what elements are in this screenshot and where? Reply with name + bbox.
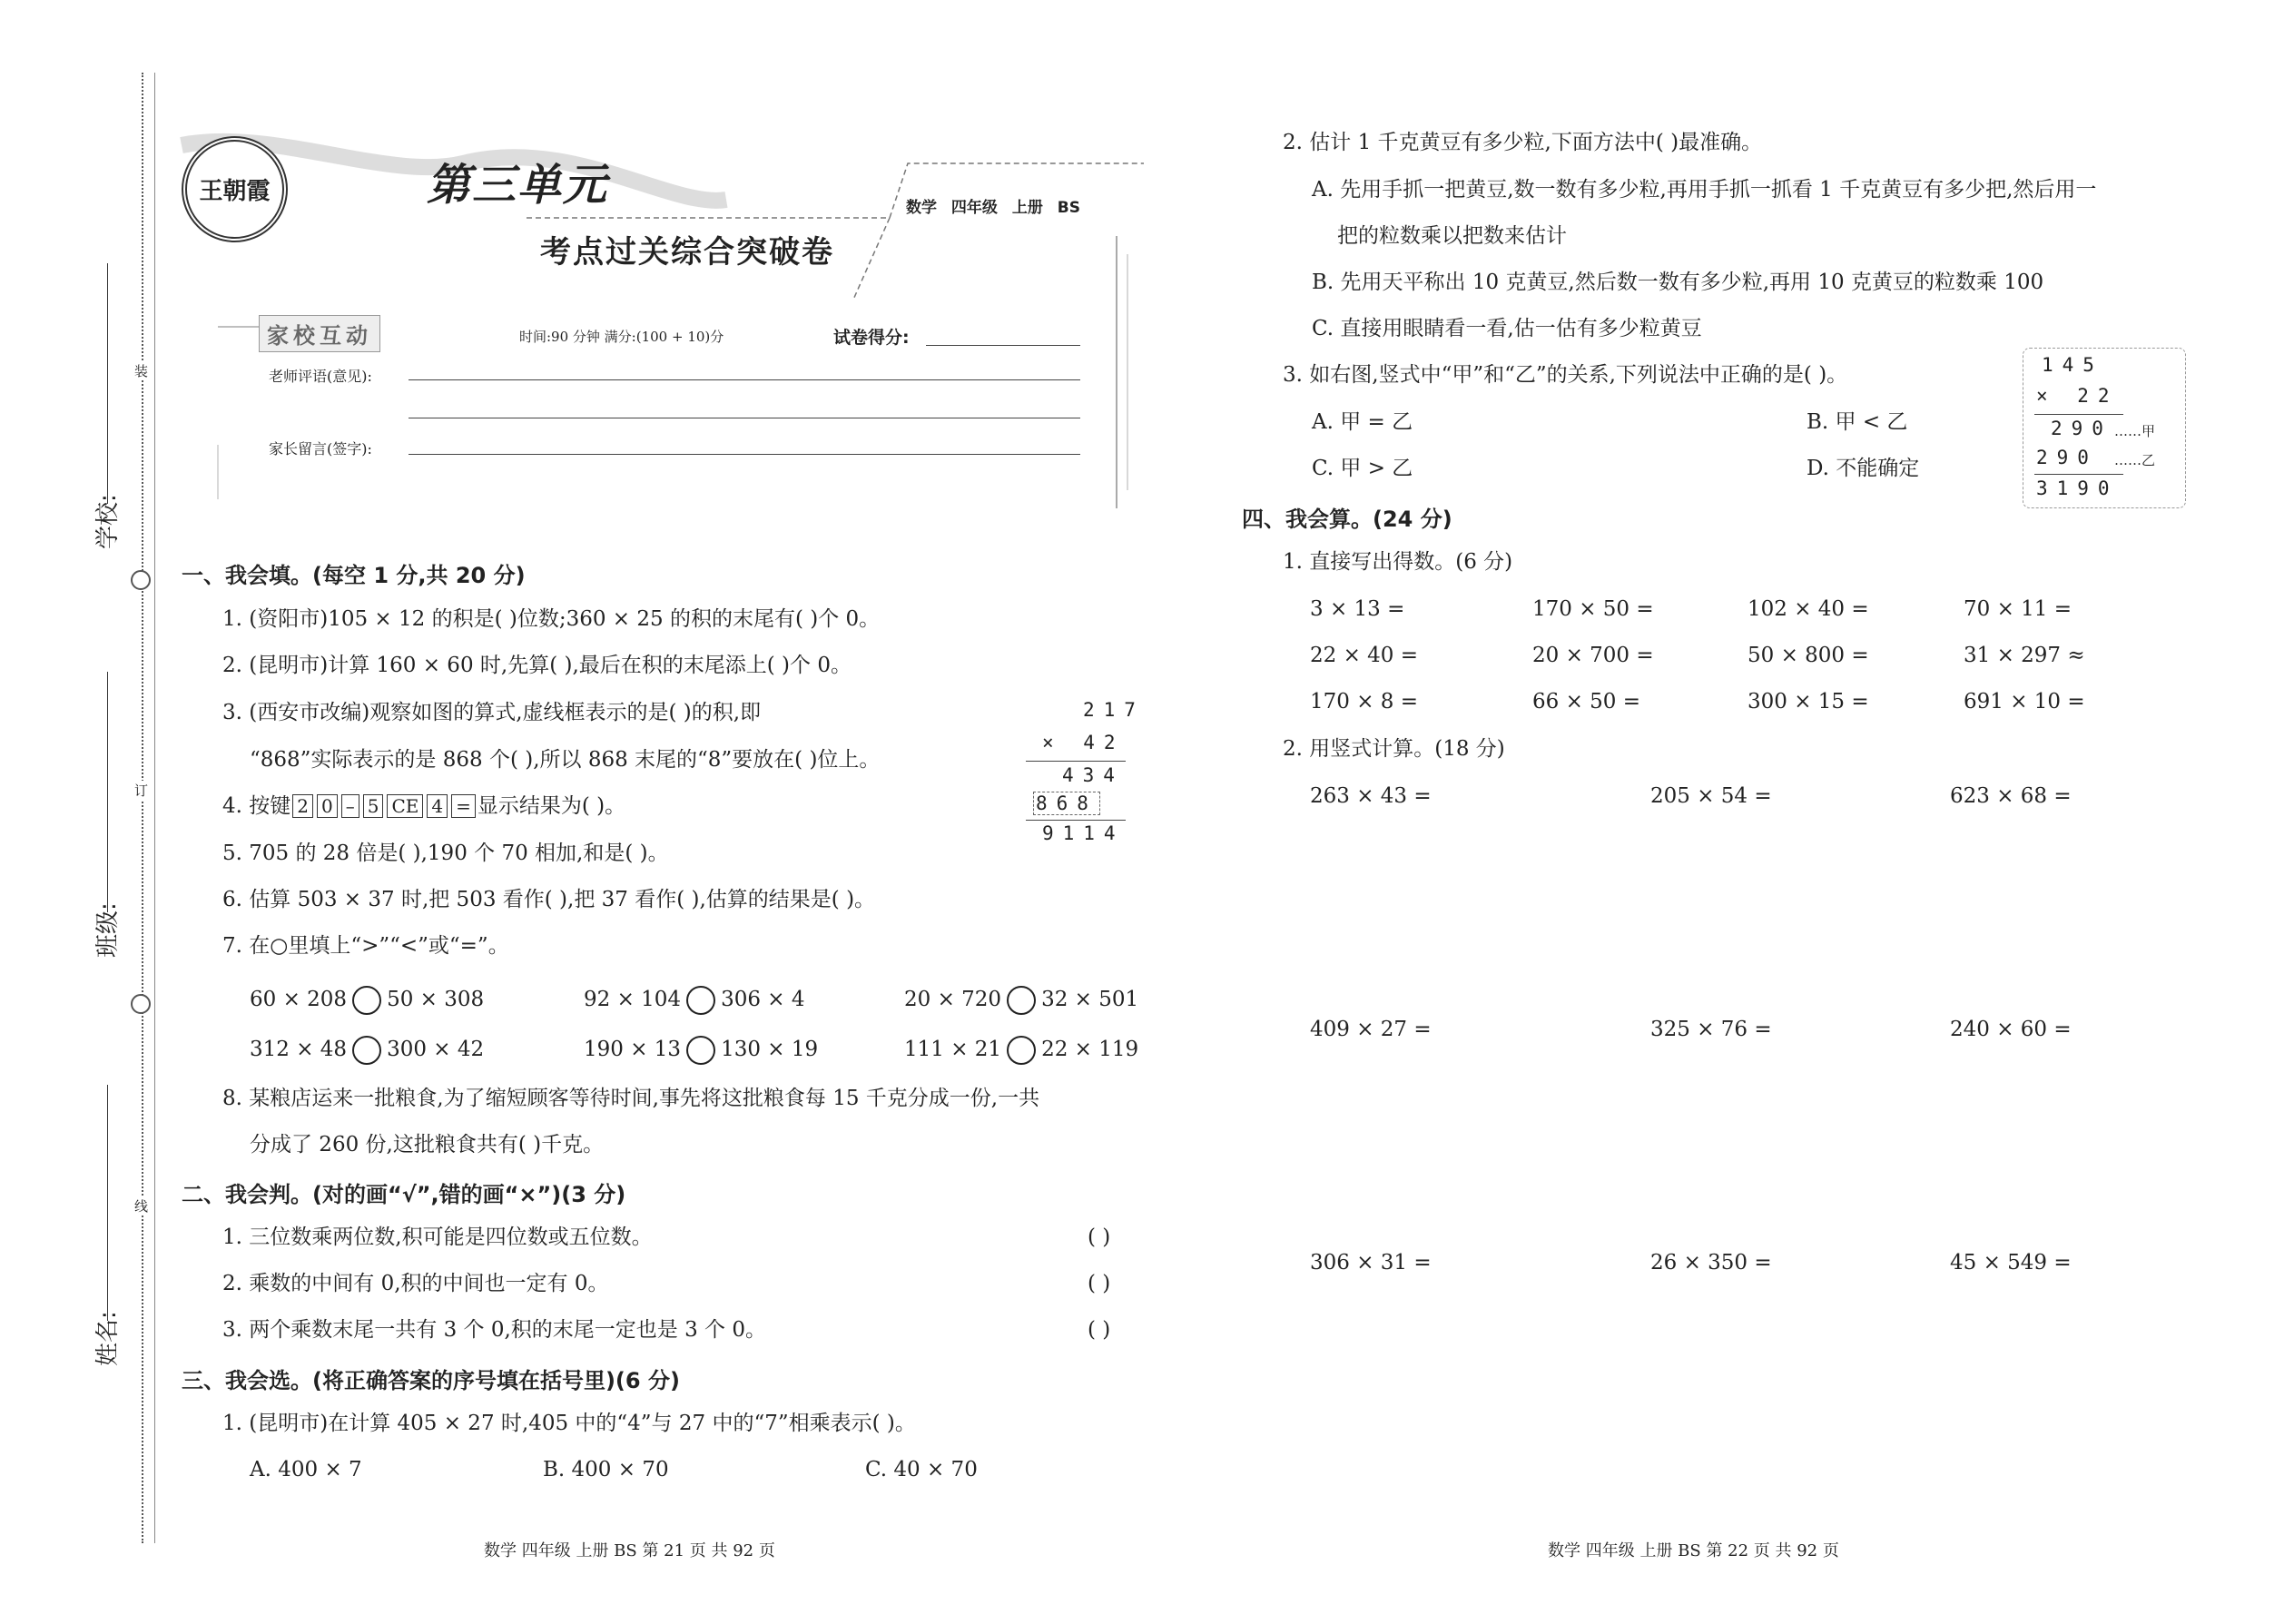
direct-calc-6: 20 × 700 =: [1532, 644, 1654, 667]
vertical-calc-5: 325 × 76 =: [1650, 1018, 1772, 1041]
calc2-row-1: 145: [2042, 354, 2103, 376]
s1-q8-line2: 分成了 260 份,这批粮食共有( )千克。: [250, 1133, 605, 1156]
calc2-row-4-tag: ……乙: [2114, 452, 2156, 468]
class-underline: [107, 672, 108, 912]
s3-q2-opt-b: B. 先用天平称出 10 克黄豆,然后数一数有多少粒,再用 10 克黄豆的粒数乘 100: [1312, 271, 2044, 294]
calc-row-4-dashed-box: 868: [1033, 792, 1100, 815]
key-ce: CE: [387, 794, 423, 818]
seal-char-1: 装: [134, 363, 149, 379]
class-label: 班级:: [94, 902, 122, 958]
s3-q2-opt-a2: 把的粒数乘以把数来估计: [1337, 224, 1567, 248]
judge-bracket-2[interactable]: ( ): [1088, 1272, 1111, 1295]
calc-row-1: 217: [1083, 699, 1145, 721]
calc2-row-3-tag: ……甲: [2114, 423, 2156, 439]
direct-calc-5: 22 × 40 =: [1310, 644, 1419, 667]
vertical-calc-2: 205 × 54 =: [1650, 784, 1772, 808]
s4-sub2: 2. 用竖式计算。(18 分): [1283, 737, 1505, 761]
key-2: 2: [292, 794, 313, 818]
name-label: 姓名:: [94, 1311, 122, 1366]
s1-q6: 6. 估算 503 × 37 时,把 503 看作( ),把 37 看作( ),估算的结果是( )。: [222, 888, 876, 911]
home-school-badge: 家校互动: [259, 315, 380, 352]
parent-comment-label: 家长留言(签字):: [269, 440, 372, 458]
compare-item-3: 20 × 720 32 × 501: [904, 986, 1138, 1015]
calc-row-2: × 42: [1042, 732, 1125, 753]
compare-item-2: 92 × 104 306 × 4: [584, 986, 805, 1015]
q3-calc-box: [2023, 348, 2186, 508]
s3-q3-opt-c: C. 甲 > 乙: [1312, 457, 1413, 480]
s1-q1: 1. (资阳市)105 × 12 的积是( )位数;360 × 25 的积的末尾有( )个 0。: [222, 607, 881, 631]
s1-q3-line2: “868”实际表示的是 868 个( ),所以 868 末尾的“8”要放在( )位上。: [250, 748, 881, 772]
q4-prefix: 4. 按键: [222, 794, 291, 818]
compare-circle[interactable]: [352, 986, 381, 1015]
section3-title: 三、我会选。(将正确答案的序号填在括号里)(6 分): [182, 1368, 680, 1393]
judge-item-2: 2. 乘数的中间有 0,积的中间也一定有 0。: [222, 1272, 609, 1295]
compare-circle[interactable]: [686, 1036, 715, 1065]
calc-row-5: 9114: [1042, 822, 1125, 844]
key-equals: =: [451, 794, 476, 818]
paper-title: 考点过关综合突破卷: [540, 234, 834, 271]
subject-badge: 数学 四年级 上册 BS: [906, 199, 1080, 217]
s1-q3-line1: 3. (西安市改编)观察如图的算式,虚线框表示的是( )的积,即: [222, 701, 762, 724]
key-minus: –: [341, 794, 359, 818]
direct-calc-11: 300 × 15 =: [1748, 690, 1869, 714]
q4-suffix: 显示结果为( )。: [477, 794, 626, 818]
teacher-line-1: [409, 379, 1080, 380]
s3-q3: 3. 如右图,竖式中“甲”和“乙”的关系,下列说法中正确的是( )。: [1283, 363, 1848, 387]
section4-title: 四、我会算。(24 分): [1242, 507, 1452, 532]
binding-hole-2: [131, 994, 151, 1014]
s3-q2: 2. 估计 1 千克黄豆有多少粒,下面方法中( )最准确。: [1283, 131, 1763, 154]
direct-calc-10: 66 × 50 =: [1532, 690, 1641, 714]
direct-calc-1: 3 × 13 =: [1310, 597, 1405, 621]
binding-solid-line: [154, 73, 155, 1543]
s1-q4: [222, 792, 625, 820]
calc2-line-2: [2034, 474, 2123, 475]
vertical-calc-6: 240 × 60 =: [1950, 1018, 2072, 1041]
s3-q1-opt-a: A. 400 × 7: [250, 1458, 362, 1481]
section1-title: 一、我会填。(每空 1 分,共 20 分): [182, 563, 526, 588]
s3-q1-opt-b: B. 400 × 70: [543, 1458, 669, 1481]
compare-item-5: 190 × 13 130 × 19: [584, 1036, 818, 1065]
direct-calc-9: 170 × 8 =: [1310, 690, 1419, 714]
s3-q1-opt-c: C. 40 × 70: [865, 1458, 978, 1481]
logo-text: 王朝霞: [199, 178, 271, 205]
direct-calc-8: 31 × 297 ≈: [1964, 644, 2085, 667]
score-line: [926, 345, 1080, 346]
vertical-calc-8: 26 × 350 =: [1650, 1251, 1772, 1275]
s1-q8-line1: 8. 某粮店运来一批粮食,为了缩短顾客等待时间,事先将这批粮食每 15 千克分成一份,一共: [222, 1087, 1040, 1110]
seal-char-3: 线: [134, 1198, 149, 1215]
judge-item-3: 3. 两个乘数末尾一共有 3 个 0,积的末尾一定也是 3 个 0。: [222, 1318, 766, 1342]
binding-dotted-line: [142, 73, 143, 1543]
school-label: 学校:: [94, 494, 122, 549]
vertical-calc-3: 623 × 68 =: [1950, 784, 2072, 808]
s1-q7: 7. 在○里填上“>”“<”或“=”。: [222, 934, 509, 958]
s1-q2: 2. (昆明市)计算 160 × 60 时,先算( ),最后在积的末尾添上( )个 0。: [222, 654, 852, 677]
direct-calc-4: 70 × 11 =: [1964, 597, 2072, 621]
compare-item-4: 312 × 48 300 × 42: [250, 1036, 484, 1065]
s3-q3-opt-a: A. 甲 = 乙: [1312, 410, 1413, 434]
time-info: 时间:90 分钟 满分:(100 + 10)分: [519, 329, 724, 345]
s3-q2-opt-a1: A. 先用手抓一把黄豆,数一数有多少粒,再用手抓一抓看 1 千克黄豆有多少把,然后用一: [1312, 178, 2097, 202]
vertical-calc-1: 263 × 43 =: [1310, 784, 1432, 808]
calc-row-3: 434: [1062, 764, 1124, 786]
footer-right: 数学 四年级 上册 BS 第 22 页 共 92 页: [1548, 1541, 1839, 1560]
s4-sub1: 1. 直接写出得数。(6 分): [1283, 550, 1513, 574]
teacher-comment-label: 老师评语(意见):: [269, 368, 372, 385]
s3-q3-opt-b: B. 甲 < 乙: [1807, 410, 1908, 434]
s1-q5: 5. 705 的 28 倍是( ),190 个 70 相加,和是( )。: [222, 842, 669, 865]
vertical-calc-4: 409 × 27 =: [1310, 1018, 1432, 1041]
vertical-calc-7: 306 × 31 =: [1310, 1251, 1432, 1275]
compare-circle[interactable]: [686, 986, 715, 1015]
parent-line: [409, 454, 1080, 455]
binding-hole-1: [131, 570, 151, 590]
name-underline: [107, 1085, 108, 1321]
calc2-row-3: 290: [2051, 418, 2112, 439]
key-4: 4: [427, 794, 448, 818]
calc2-line-1: [2034, 414, 2123, 415]
unit-title: 第三单元: [427, 160, 609, 211]
s3-q2-opt-c: C. 直接用眼睛看一看,估一估有多少粒黄豆: [1312, 317, 1702, 340]
judge-bracket-3[interactable]: ( ): [1088, 1318, 1111, 1342]
section2-title: 二、我会判。(对的画“√”,错的画“×”)(3 分): [182, 1182, 626, 1207]
judge-bracket-1[interactable]: ( ): [1088, 1225, 1111, 1249]
direct-calc-2: 170 × 50 =: [1532, 597, 1654, 621]
calc2-row-2: × 22: [2036, 385, 2119, 407]
key-5: 5: [363, 794, 384, 818]
direct-calc-7: 50 × 800 =: [1748, 644, 1869, 667]
publisher-logo: [182, 136, 288, 242]
compare-item-1: 60 × 208 50 × 308: [250, 986, 484, 1015]
calc-line-1: [1026, 761, 1126, 762]
s3-q3-opt-d: D. 不能确定: [1807, 457, 1920, 480]
compare-item-6: 111 × 21 22 × 119: [904, 1036, 1138, 1065]
direct-calc-3: 102 × 40 =: [1748, 597, 1869, 621]
vertical-calc-9: 45 × 549 =: [1950, 1251, 2072, 1275]
calc2-row-5: 3190: [2036, 477, 2119, 499]
calc2-row-4: 290: [2036, 447, 2098, 468]
score-label: 试卷得分:: [833, 328, 910, 348]
compare-circle[interactable]: [352, 1036, 381, 1065]
compare-circle[interactable]: [1007, 986, 1036, 1015]
calc-line-2: [1026, 820, 1126, 821]
seal-char-2: 订: [134, 782, 149, 799]
key-0: 0: [317, 794, 338, 818]
school-underline: [107, 263, 108, 504]
judge-item-1: 1. 三位数乘两位数,积可能是四位数或五位数。: [222, 1225, 653, 1249]
direct-calc-12: 691 × 10 =: [1964, 690, 2085, 714]
compare-circle[interactable]: [1007, 1036, 1036, 1065]
footer-left: 数学 四年级 上册 BS 第 21 页 共 92 页: [484, 1541, 775, 1560]
s3-q1: 1. (昆明市)在计算 405 × 27 时,405 中的“4”与 27 中的“7”相乘表示( )。: [222, 1412, 916, 1435]
